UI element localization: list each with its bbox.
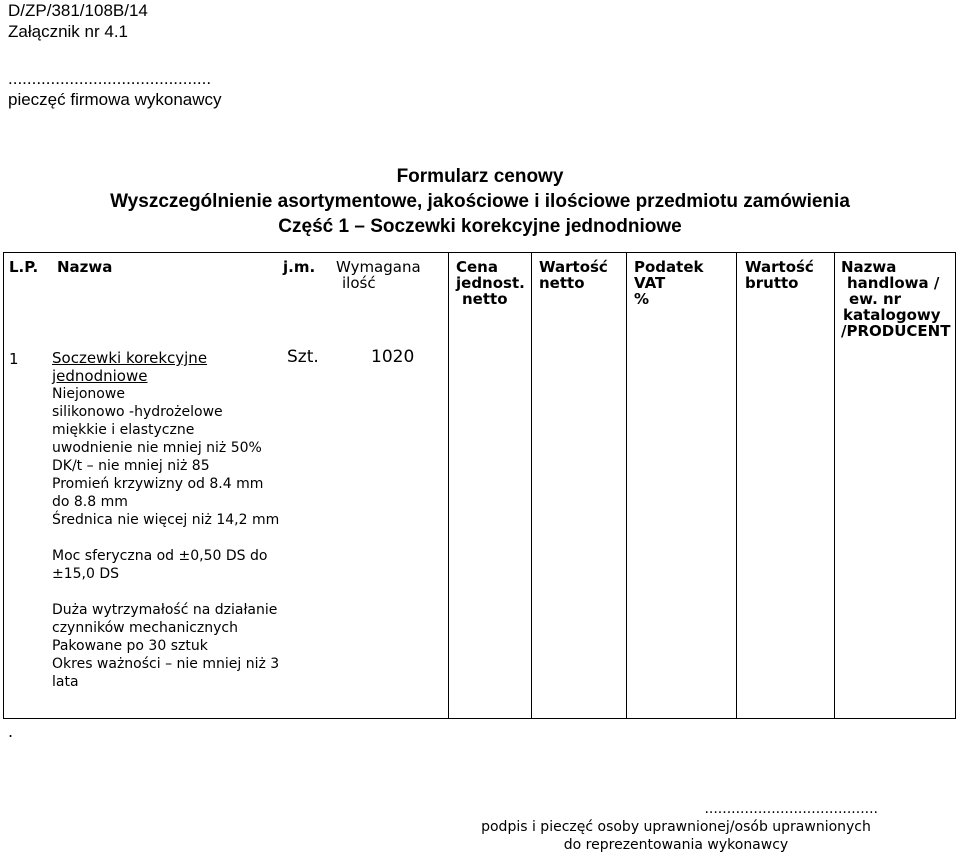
spec-line: ±15,0 DS xyxy=(52,566,120,582)
signature-label-2: do reprezentowania wykonawcy xyxy=(563,837,789,853)
row-quantity: 1020 xyxy=(371,347,415,367)
header-unit-price: Cena jednost. netto xyxy=(456,258,525,308)
spec-line: silikonowo -hydrożelowe xyxy=(52,404,223,420)
spec-line: do 8.8 mm xyxy=(52,494,128,510)
header-net-value: Wartość netto xyxy=(539,258,608,292)
column-divider xyxy=(626,253,627,718)
form-title: Formularz cenowy xyxy=(396,166,564,187)
column-divider xyxy=(448,253,449,718)
document-reference: D/ZP/381/108B/14 xyxy=(8,1,148,20)
price-table xyxy=(3,252,956,719)
spec-line: Pakowane po 30 sztuk xyxy=(52,638,208,654)
spec-line: Okres ważności – nie mniej niż 3 xyxy=(52,656,280,672)
row-lp: 1 xyxy=(9,350,19,368)
spec-block-power xyxy=(52,547,267,583)
separator-dot: . xyxy=(8,722,14,741)
column-divider xyxy=(531,253,532,718)
header-catalog: Nazwa handlowa / ew. nr katalogowy /PRODUCENT xyxy=(841,258,951,340)
stamp-dots: ........................................... xyxy=(8,69,212,88)
spec-line: Średnica nie więcej niż 14,2 mm xyxy=(52,512,280,528)
spec-block-durability xyxy=(52,601,279,691)
header-quantity: Wymagana ilość xyxy=(336,258,421,292)
header-vat: Podatek VAT % xyxy=(634,258,704,308)
spec-line: miękkie i elastyczne xyxy=(52,422,195,438)
spec-line: uwodnienie nie mniej niż 50% xyxy=(52,440,262,456)
form-subtitle: Wyszczególnienie asortymentowe, jakościowe i ilościowe przedmiotu zamówienia xyxy=(110,191,850,212)
header-lp: L.P. xyxy=(9,258,39,276)
spec-line: lata xyxy=(52,674,79,690)
form-title-block xyxy=(0,164,960,239)
spec-line: DK/t – nie mniej niż 85 xyxy=(52,458,210,474)
row-name-cell xyxy=(52,349,279,529)
product-name: Soczewki korekcyjne xyxy=(52,349,208,367)
annex-label: Załącznik nr 4.1 xyxy=(8,22,128,41)
signature-block xyxy=(474,800,878,854)
spec-line: Niejonowe xyxy=(52,386,125,402)
stamp-label: pieczęć firmowa wykonawcy xyxy=(8,90,222,109)
form-part-title: Część 1 – Soczewki korekcyjne jednodniowe xyxy=(278,216,682,237)
signature-label: podpis i pieczęć osoby uprawnionej/osób uprawnionych xyxy=(481,819,871,835)
product-name: jednodniowe xyxy=(52,367,148,385)
spec-line: Promień krzywizny od 8.4 mm xyxy=(52,476,264,492)
column-divider xyxy=(834,253,835,718)
spec-line: Moc sferyczna od ±0,50 DS do xyxy=(52,548,268,564)
column-divider xyxy=(736,253,737,718)
spec-line: Duża wytrzymałość na działanie xyxy=(52,602,278,618)
row-unit: Szt. xyxy=(287,347,319,367)
header-name: Nazwa xyxy=(57,258,113,276)
header-gross-value: Wartość brutto xyxy=(745,258,814,292)
spec-line: czynników mechanicznych xyxy=(52,620,238,636)
signature-dots: ....................................... xyxy=(704,801,878,817)
header-unit: j.m. xyxy=(283,258,316,276)
